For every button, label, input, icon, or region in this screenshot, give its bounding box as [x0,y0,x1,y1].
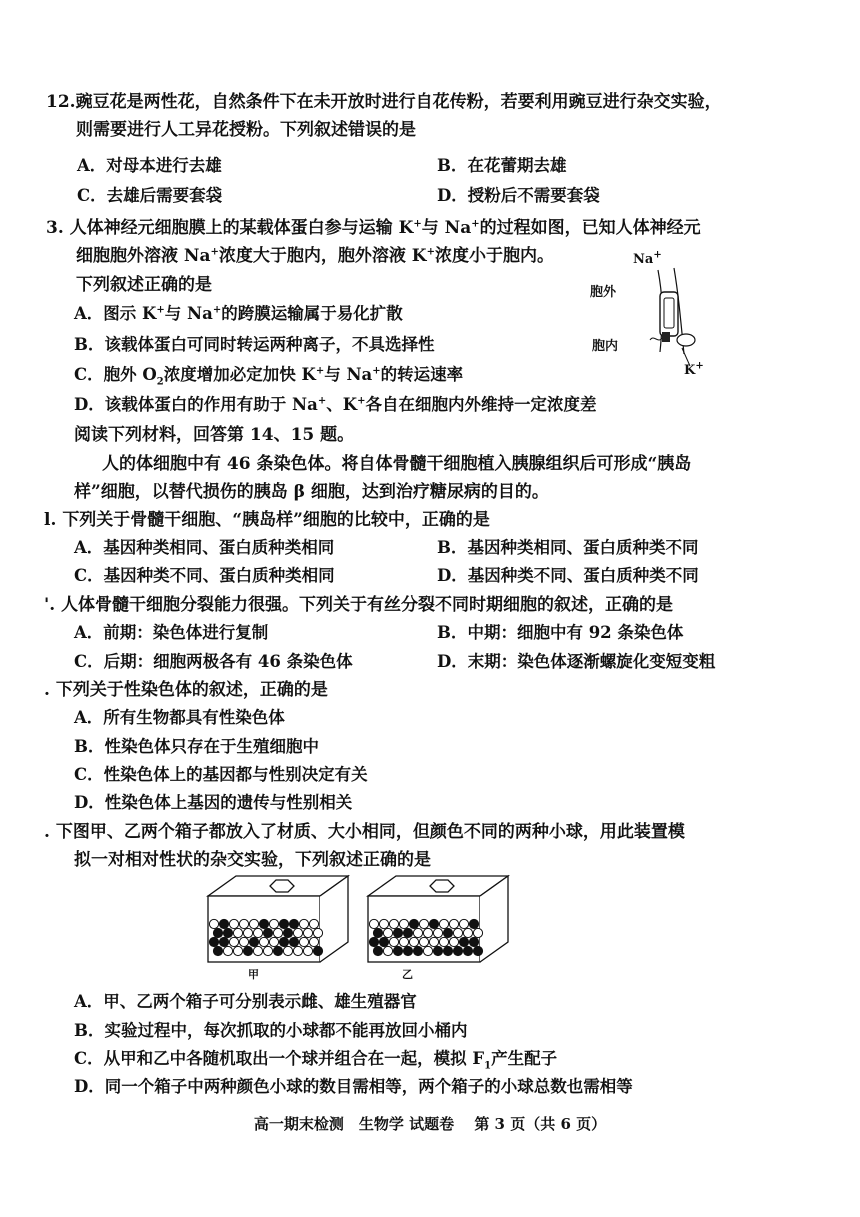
ball [409,919,418,928]
q17-stem-line2: 拟一对相对性状的杂交实验，下列叙述正确的是 [74,850,431,870]
q13-option-c-text: C．胞外 O [74,365,157,384]
q15-stem-text: 人体骨髓干细胞分裂能力很强。下列关于有丝分裂不同时期细胞的叙述，正确的是 [61,595,674,615]
ball [209,937,218,946]
q12-stem-line2: 则需要进行人工异花授粉。下列叙述错误的是 [76,120,416,140]
q17-option-b: B．实验过程中，每次抓取的小球都不能再放回小桶内 [74,1021,468,1040]
q13-option-a-text: A．图示 K [74,304,157,323]
ball [403,928,412,937]
ball [289,937,298,946]
ball [449,919,458,928]
ball [373,946,382,955]
ball [443,928,452,937]
k-ion-shape [677,334,695,346]
q14-stem [44,509,490,531]
ball [393,928,402,937]
k-arrow [682,348,690,366]
superscript: + [210,246,219,258]
ball [223,946,232,955]
ball [219,937,228,946]
ball [303,946,312,955]
ball [439,937,448,946]
q15-option-b: B．中期：细胞中有 92 条染色体 [437,623,684,642]
ball [239,937,248,946]
ball [293,928,302,937]
q13-text: 浓度小于胞内。 [434,246,554,266]
ball [253,928,262,937]
q13-option-a-text: 与 Na [164,304,213,323]
ball [443,946,452,955]
q16-stem [44,679,328,701]
ball [459,919,468,928]
k-text: K [684,363,696,378]
q13-text: 浓度大于胞内，胞外溶液 K [218,246,427,266]
ball [419,919,428,928]
ball [269,919,278,928]
ball [473,928,482,937]
q13-number: 3. [46,218,64,238]
ball [409,937,418,946]
q13-option-d [74,394,596,416]
q16-option-a: A．所有生物都具有性染色体 [74,708,285,727]
box-yi-diagram [364,872,514,967]
superscript: + [695,360,704,372]
ball [449,937,458,946]
q12-stem-line1 [46,91,722,113]
ball [233,946,242,955]
q14-option-a: A．基因种类相同、蛋白质种类相同 [74,538,335,557]
q17-option-c-text: C．从甲和乙中各随机取出一个球并组合在一起，模拟 F [74,1049,485,1068]
q13-text: 与 Na [421,218,472,238]
q12-number: 12. [46,92,76,112]
ball [313,946,322,955]
ball [213,928,222,937]
ball [469,919,478,928]
q13-text: 人体神经元细胞膜上的某载体蛋白参与运输 K [69,218,414,238]
ball [279,919,288,928]
ball [369,937,378,946]
carrier-protein-body [660,292,678,336]
ball [429,937,438,946]
ball [463,946,472,955]
ball [313,928,322,937]
ball [309,919,318,928]
q13-option-d-text: 、K [326,395,358,414]
box-jia-diagram [204,872,354,967]
ball [259,919,268,928]
ball [433,928,442,937]
ball [453,946,462,955]
ball [383,928,392,937]
ball [373,928,382,937]
q13-option-b: B．该载体蛋白可同时转运两种离子，不具选择性 [74,335,435,354]
ball [379,919,388,928]
ball [459,937,468,946]
ball [413,928,422,937]
ball [229,937,238,946]
q13-stem-line3: 下列叙述正确的是 [76,275,212,295]
ball [273,928,282,937]
superscript: + [471,218,480,230]
q14-number: l. [44,510,57,530]
ball [233,928,242,937]
ball [243,928,252,937]
ball [419,937,428,946]
ball [399,937,408,946]
q13-stem-line2 [76,245,554,267]
balls-group [209,919,322,955]
ball [239,919,248,928]
q13-text: 的过程如图，已知人体神经元 [479,218,701,238]
carrier-protein-diagram [630,262,710,372]
ball [423,928,432,937]
ball [259,937,268,946]
superscript: + [413,218,422,230]
q16-option-b: B．性染色体只存在于生殖细胞中 [74,737,319,756]
q15-number: '. [44,595,56,615]
q12-option-d: D．授粉后不需要套袋 [437,186,600,205]
ball [289,919,298,928]
q15-option-c: C．后期：细胞两极各有 46 条染色体 [74,652,353,671]
box-opening [430,880,454,892]
material-text-line2: 样”细胞，以替代损伤的胰岛 β 细胞，达到治疗糖尿病的目的。 [74,482,549,502]
figure-inside-label: 胞内 [592,339,619,354]
ball [209,919,218,928]
balls-group [369,919,482,955]
superscript: + [156,304,165,316]
q17-number: . [44,822,50,842]
q17-option-c-text: 产生配子 [491,1049,558,1068]
q12-stem-text1: 豌豆花是两性花，自然条件下在未开放时进行自花传粉，若要利用豌豆进行杂交实验， [75,92,722,112]
q13-option-a-text: 的跨膜运输属于易化扩散 [221,304,403,323]
superscript: + [372,365,381,377]
ball [439,919,448,928]
ball [389,919,398,928]
q16-option-c: C．性染色体上的基因都与性别决定有关 [74,765,368,784]
q12-option-b: B．在花蕾期去雄 [437,156,567,175]
ball [473,946,482,955]
ball [463,928,472,937]
q13-option-c-text: 的转运速率 [380,365,464,384]
ball [299,919,308,928]
q13-option-a [74,303,403,325]
q15-stem [44,594,673,616]
superscript: + [317,395,327,407]
q13-option-d-text: D．该载体蛋白的作用有助于 Na [74,395,318,414]
q13-option-c-text: 与 Na [324,365,373,384]
q13-stem-line1 [46,217,701,239]
ball [413,946,422,955]
superscript: + [653,249,662,261]
page-footer: 高一期末检测 生物学 试题卷 第 3 页（共 6 页） [253,1115,607,1133]
ball [293,946,302,955]
superscript: + [315,365,325,377]
q16-stem-text: 下列关于性染色体的叙述，正确的是 [55,680,328,700]
q13-option-c [74,364,463,386]
figure-outside-label: 胞外 [590,285,617,300]
ball [263,928,272,937]
ball [219,919,228,928]
ball [383,946,392,955]
q14-option-d: D．基因种类不同、蛋白质种类不同 [437,566,699,585]
binding-site [662,332,670,342]
q17-option-a: A．甲、乙两个箱子可分别表示雌、雄生殖器官 [74,992,417,1011]
ball [283,928,292,937]
q12-option-c: C．去雄后需要套袋 [77,186,223,205]
ball [229,919,238,928]
q14-option-b: B．基因种类相同、蛋白质种类不同 [437,538,699,557]
ball [433,946,442,955]
ball [249,937,258,946]
q15-option-d: D．末期：染色体逐渐螺旋化变短变粗 [437,652,716,671]
ball [249,919,258,928]
q13-text: 细胞胞外溶液 Na [76,246,211,266]
ball [253,946,262,955]
box-jia-label: 甲 [248,968,259,981]
q13-option-c-text: 浓度增加必定加快 K [163,365,316,384]
na-text: Na [633,252,654,267]
ball [223,928,232,937]
superscript: + [357,395,366,407]
superscript: + [212,304,222,316]
ball [243,946,252,955]
ball [273,946,282,955]
superscript: + [426,246,435,258]
ball [283,946,292,955]
material-text-line1: 人的体细胞中有 46 条染色体。将自体骨髓干细胞植入胰腺组织后可形成“胰岛 [102,454,692,474]
q17-stem-text1: 下图甲、乙两个箱子都放入了材质、大小相同，但颜色不同的两种小球，用此装置模 [55,822,685,842]
ball [263,946,272,955]
ball [299,937,308,946]
box-yi-label: 乙 [402,968,413,981]
ball [469,937,478,946]
q17-option-d: D．同一个箱子中两种颜色小球的数目需相等，两个箱子的小球总数也需相等 [74,1077,633,1096]
material-intro: 阅读下列材料，回答第 14、15 题。 [74,425,355,445]
ball [369,919,378,928]
ball [399,919,408,928]
arrow-curve [650,338,662,340]
q12-option-a: A．对母本进行去雄 [77,156,222,175]
q17-option-c [74,1048,557,1070]
ball [309,937,318,946]
ball [279,937,288,946]
ball [379,937,388,946]
subscript: 2 [156,376,164,388]
q13-option-d-text: 各自在细胞内外维持一定浓度差 [365,395,597,414]
ball [389,937,398,946]
ball [429,919,438,928]
box-opening [270,880,294,892]
q17-stem-line1 [44,821,685,843]
q15-option-a: A．前期：染色体进行复制 [74,623,269,642]
ball [423,946,432,955]
ball [303,928,312,937]
ball [403,946,412,955]
q16-number: . [44,680,50,700]
q14-stem-text: 下列关于骨髓干细胞、“胰岛样”细胞的比较中，正确的是 [62,510,490,530]
q14-option-c: C．基因种类不同、蛋白质种类相同 [74,566,335,585]
ball [213,946,222,955]
ball [269,937,278,946]
q16-option-d: D．性染色体上基因的遗传与性别相关 [74,793,353,812]
subscript: 1 [484,1060,492,1072]
ball [393,946,402,955]
ball [453,928,462,937]
